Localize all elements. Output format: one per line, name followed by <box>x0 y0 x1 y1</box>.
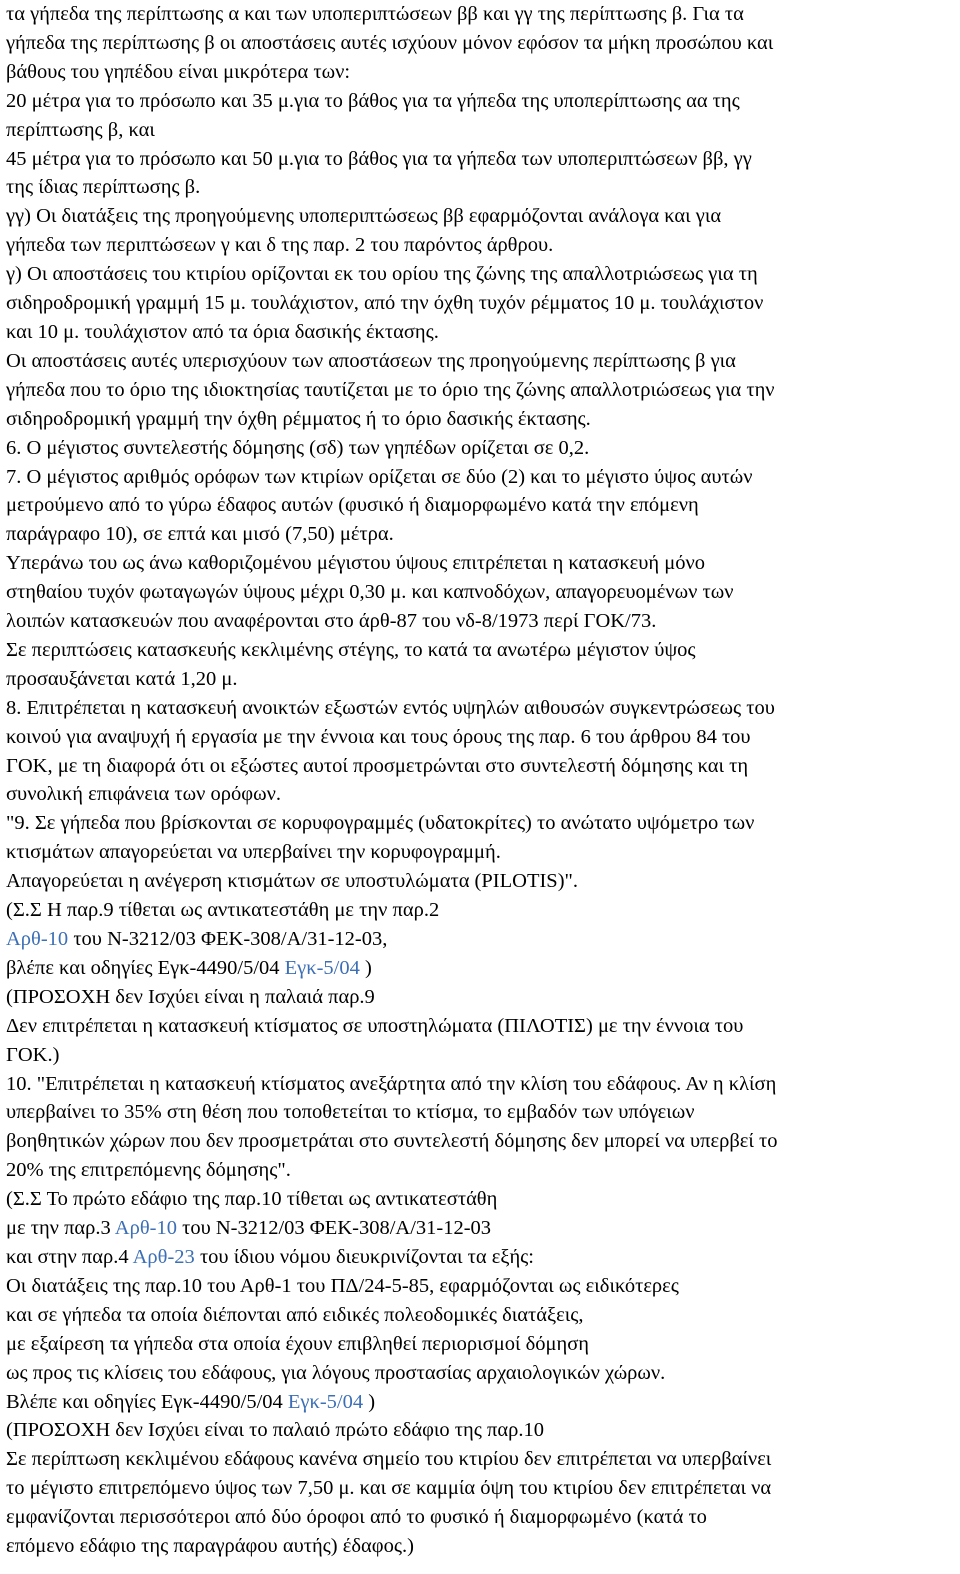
text-line <box>6 578 952 607</box>
text-line <box>6 867 952 896</box>
text-line <box>6 607 952 636</box>
text-line <box>6 925 952 954</box>
text-line <box>6 289 952 318</box>
text-line <box>6 780 952 809</box>
text-segment: 45 μέτρα για το πρόσωπο και 50 μ.για το βάθος για τα γήπεδα των υποπεριπτώσεων ββ, γγ <box>6 147 752 170</box>
text-segment: γήπεδα της περίπτωσης β οι αποστάσεις αυτές ισχύουν μόνον εφόσον τα μήκη προσώπου και <box>6 31 774 54</box>
text-line <box>6 1532 952 1561</box>
text-segment: (ΠΡΟΣΟΧΗ δεν Ισχύει είναι η παλαιά παρ.9 <box>6 985 375 1008</box>
text-line <box>6 1243 952 1272</box>
text-line <box>6 752 952 781</box>
text-line <box>6 260 952 289</box>
text-segment: με την παρ.3 <box>6 1217 115 1240</box>
law-reference-link[interactable]: Εγκ-5/04 <box>287 1390 364 1413</box>
text-line <box>6 318 952 347</box>
text-segment: τα γήπεδα της περίπτωσης α και των υποπεριπτώσεων ββ και γγ της περίπτωσης β. Για τα <box>6 3 744 25</box>
text-segment: 6. Ο μέγιστος συντελεστής δόμησης (σδ) των γηπέδων ορίζεται σε 0,2. <box>6 436 590 459</box>
text-segment: εμφανίζονται περισσότεροι από δύο όροφοι από το φυσικό ή διαμορφωμένο (κατά το <box>6 1506 707 1529</box>
law-reference-link[interactable]: Αρθ-10 <box>114 1217 177 1240</box>
text-segment: Δεν επιτρέπεται η κατασκευή κτίσματος σε υποστηλώματα (ΠΙΛΟΤΙΣ) με την έννοια του <box>6 1014 744 1037</box>
text-line <box>6 1041 952 1070</box>
text-line <box>6 434 952 463</box>
text-segment: και στην παρ.4 <box>6 1245 133 1268</box>
text-segment: ΓΟΚ, με τη διαφορά ότι οι εξώστες αυτοί προσμετρώνται στο συντελεστή δόμησης και τη <box>6 754 749 777</box>
text-line <box>6 896 952 925</box>
text-line <box>6 1474 952 1503</box>
text-segment: στηθαίου τυχόν φωταγωγών ύψους μέχρι 0,30 μ. και καπνοδόχων, απαγορευομένων των <box>6 581 734 604</box>
text-segment: ως προς τις κλίσεις του εδάφους, για λόγους προστασίας αρχαιολογικών χώρων. <box>6 1361 666 1384</box>
text-line <box>6 87 952 116</box>
text-segment: 20 μέτρα για το πρόσωπο και 35 μ.για το βάθος για τα γήπεδα της υποπερίπτωσης αα της <box>6 89 740 112</box>
text-line <box>6 1156 952 1185</box>
text-line <box>6 1127 952 1156</box>
text-line <box>6 1416 952 1445</box>
text-segment: και 10 μ. τουλάχιστον από τα όρια δασικής έκτασης. <box>6 320 439 343</box>
text-segment: 10. "Επιτρέπεται η κατασκευή κτίσματος ανεξάρτητα από την κλίση του εδάφους. Αν η κλίση <box>6 1072 777 1095</box>
text-segment: βοηθητικών χώρων που δεν προσμετράται στο συντελεστή δόμησης δεν μπορεί να υπερβεί το <box>6 1130 778 1153</box>
text-segment: παράγραφο 10), σε επτά και μισό (7,50) μέτρα. <box>6 523 394 546</box>
text-segment: του Ν-3212/03 ΦΕΚ-308/Α/31-12-03, <box>68 928 388 950</box>
text-segment: υπερβαίνει το 35% στη θέση που τοποθετείται το κτίσμα, το εμβαδόν των υπόγειων <box>6 1101 695 1124</box>
text-segment: μετρούμενο από το γύρω έδαφος αυτών (φυσικό ή διαμορφωμένο κατά την επόμενη <box>6 494 699 517</box>
text-segment: Σε περίπτωση κεκλιμένου εδάφους κανένα σημείο του κτιρίου δεν επιτρέπεται να υπερβαίνει <box>6 1448 772 1471</box>
text-line <box>6 1359 952 1388</box>
text-line <box>6 145 952 174</box>
text-segment: ΓΟΚ.) <box>6 1043 60 1066</box>
law-reference-link[interactable]: Αρθ-23 <box>132 1245 195 1268</box>
text-line <box>6 520 952 549</box>
text-line <box>6 376 952 405</box>
text-segment: βλέπε και οδηγίες Εγκ-4490/5/04 <box>6 956 285 979</box>
text-segment: προσαυξάνεται κατά 1,20 μ. <box>6 667 238 690</box>
text-segment: και σε γήπεδα τα οποία διέπονται από ειδικές πολεοδομικές διατάξεις, <box>6 1303 584 1326</box>
text-line <box>6 1070 952 1099</box>
text-segment: "9. Σε γήπεδα που βρίσκονται σε κορυφογραμμές (υδατοκρίτες) το ανώτατο υψόμετρο των <box>6 812 755 835</box>
text-segment: 20% της επιτρεπόμενης δόμησης". <box>6 1159 291 1182</box>
text-line <box>6 1503 952 1532</box>
text-line <box>6 1098 952 1127</box>
text-line <box>6 231 952 260</box>
text-segment: της ίδιας περίπτωσης β. <box>6 176 201 199</box>
text-line <box>6 463 952 492</box>
text-segment: περίπτωσης β, και <box>6 118 155 141</box>
text-segment: σιδηροδρομική γραμμή την όχθη ρέμματος ή το όριο δασικής έκτασης. <box>6 407 591 430</box>
text-segment: γήπεδα των περιπτώσεων γ και δ της παρ. 2 του παρόντος άρθρου. <box>6 234 554 257</box>
text-segment: ) <box>363 1390 376 1413</box>
text-segment: λοιπών κατασκευών που αναφέρονται στο άρθ-87 του νδ-8/1973 περί ΓΟΚ/73. <box>6 610 657 633</box>
text-segment: σιδηροδρομική γραμμή 15 μ. τουλάχιστον, από την όχθη τυχόν ρέμματος 10 μ. τουλάχιστον <box>6 292 764 315</box>
text-line <box>6 0 952 29</box>
text-segment: (Σ.Σ Η παρ.9 τίθεται ως αντικατεστάθη με την παρ.2 <box>6 899 440 922</box>
text-line <box>6 1301 952 1330</box>
text-segment: γήπεδα που το όριο της ιδιοκτησίας ταυτίζεται με το όριο της ζώνης απαλλοτριώσεως για την <box>6 378 775 401</box>
text-line <box>6 549 952 578</box>
law-reference-link[interactable]: Εγκ-5/04 <box>284 956 360 979</box>
text-line <box>6 173 952 202</box>
text-segment: ) <box>359 956 372 979</box>
text-line <box>6 491 952 520</box>
text-line <box>6 1330 952 1359</box>
text-line <box>6 665 952 694</box>
text-segment: κοινού για αναψυχή ή εργασία με την έννοια και τους όρους της παρ. 6 του άρθρου 84 του <box>6 725 751 748</box>
text-segment: βάθους του γηπέδου είναι μικρότερα των: <box>6 60 351 83</box>
text-segment: Βλέπε και οδηγίες Εγκ-4490/5/04 <box>6 1390 288 1413</box>
text-segment: (ΠΡΟΣΟΧΗ δεν Ισχύει είναι το παλαιό πρώτο εδάφιο της παρ.10 <box>6 1419 544 1442</box>
text-line <box>6 1272 952 1301</box>
text-segment: Οι αποστάσεις αυτές υπερισχύουν των αποστάσεων της προηγούμενης περίπτωσης β για <box>6 349 736 372</box>
text-segment: (Σ.Σ Το πρώτο εδάφιο της παρ.10 τίθεται ως αντικατεστάθη <box>6 1188 498 1211</box>
text-segment: κτισμάτων απαγορεύεται να υπερβαίνει την κορυφογραμμή. <box>6 841 501 864</box>
text-line <box>6 838 952 867</box>
text-segment: το μέγιστο επιτρεπόμενο ύψος των 7,50 μ. και σε καμμία όψη του κτιρίου δεν επιτρέπεται να <box>6 1477 772 1500</box>
text-line <box>6 694 952 723</box>
text-line <box>6 405 952 434</box>
text-segment: Οι διατάξεις της παρ.10 του Αρθ-1 του ΠΔ/24-5-85, εφαρμόζονται ως ειδικότερες <box>6 1274 679 1297</box>
text-line <box>6 116 952 145</box>
text-segment: γ) Οι αποστάσεις του κτιρίου ορίζονται εκ του ορίου της ζώνης της απαλλοτριώσεως για τη <box>6 263 758 286</box>
text-segment: Απαγορεύεται η ανέγερση κτισμάτων σε υποστυλώματα (PILOTIS)". <box>6 870 579 893</box>
text-segment: του Ν-3212/03 ΦΕΚ-308/Α/31-12-03 <box>176 1217 492 1240</box>
text-line <box>6 1445 952 1474</box>
text-line <box>6 1214 952 1243</box>
text-line <box>6 1012 952 1041</box>
text-segment: συνολική επιφάνεια των ορόφων. <box>6 783 281 806</box>
text-segment: Σε περιπτώσεις κατασκευής κεκλιμένης στέγης, το κατά τα ανωτέρω μέγιστον ύψος <box>6 638 696 661</box>
text-segment: με εξαίρεση τα γήπεδα στα οποία έχουν επιβληθεί περιορισμοί δόμηση <box>6 1332 589 1355</box>
text-line <box>6 1388 952 1417</box>
text-line <box>6 636 952 665</box>
text-line <box>6 1185 952 1214</box>
text-line <box>6 29 952 58</box>
text-line <box>6 58 952 87</box>
text-segment: Υπεράνω του ως άνω καθοριζομένου μέγιστου ύψους επιτρέπεται η κατασκευή μόνο <box>6 552 706 575</box>
law-reference-link[interactable]: Αρθ-10 <box>6 928 69 950</box>
text-line <box>6 723 952 752</box>
text-segment: 8. Επιτρέπεται η κατασκευή ανοικτών εξωστών εντός υψηλών αιθουσών συγκεντρώσεως του <box>6 696 775 719</box>
text-line <box>6 202 952 231</box>
text-segment: επόμενο εδάφιο της παραγράφου αυτής) έδαφος.) <box>6 1535 414 1558</box>
text-segment: γγ) Οι διατάξεις της προηγούμενης υποπεριπτώσεως ββ εφαρμόζονται ανάλογα και για <box>6 205 722 228</box>
text-line <box>6 954 952 983</box>
text-segment: 7. Ο μέγιστος αριθμός ορόφων των κτιρίων ορίζεται σε δύο (2) και το μέγιστο ύψος αυτών <box>6 465 753 488</box>
text-line <box>6 809 952 838</box>
text-segment: του ίδιου νόμου διευκρινίζονται τα εξής: <box>194 1245 534 1268</box>
text-line <box>6 347 952 376</box>
text-line <box>6 983 952 1012</box>
